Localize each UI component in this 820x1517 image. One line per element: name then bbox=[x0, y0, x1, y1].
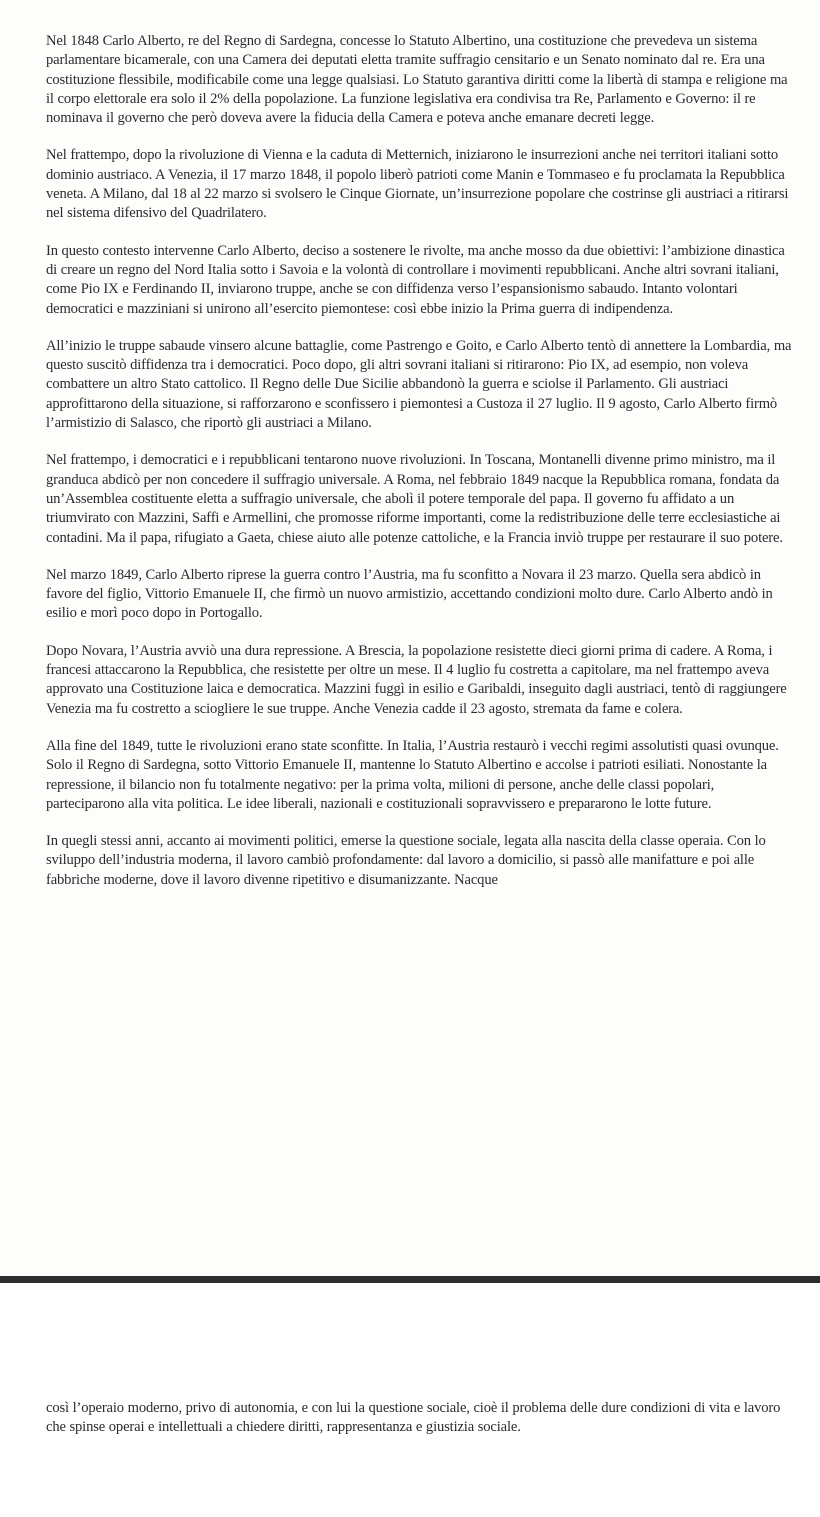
paragraph-continuation: così l’operaio moderno, privo di autonomia, e con lui la questione sociale, cioè il problema delle dure condizioni di vita e lavoro che spinse operai e intellettuali a chiedere diritti, rappresentanza e giustizia sociale. bbox=[46, 1400, 781, 1436]
paragraph-fine-1849: Alla fine del 1849, tutte le rivoluzioni erano state sconfitte. In Italia, l’Austria restaurò i vecchi regimi assolutisti quasi ovunque. Solo il Regno di Sardegna, sotto Vittorio Emanuele II, mantenne lo Statuto Albertino e accolse i patrioti esiliati. Nonostante la repressione, il bilancio non fu totalmente negativo: per la prima volta, milioni di persone, anche delle classi popolari, parteciparono alla vita politica. Le idee liberali, nazionali e costituzionali sopravvissero e prepararono le lotte future. bbox=[46, 737, 779, 812]
paragraph-insurrezioni: Nel frattempo, dopo la rivoluzione di Vienna e la caduta di Metternich, iniziarono le insurrezioni anche nei territori italiani sotto dominio austriaco. A Venezia, il 17 marzo 1848, il popolo liberò patrioti come Manin e Tommaseo e fu proclamata la Repubblica veneta. A Milano, dal 18 al 22 marzo si svolsero le Cinque Giornate, un’insurrezione popolare che costrinse gli austriaci a ritirarsi nel sistema difensivo del Quadrilatero. bbox=[46, 147, 789, 222]
paragraph-carlo-alberto: In questo contesto intervenne Carlo Alberto, deciso a sostenere le rivolte, ma anche mosso da due obiettivi: l’ambizione dinastica di creare un regno del Nord Italia sotto i Savoia e la volontà di controllare i movimenti repubblicani. Anche altri sovrani italiani, come Pio IX e Ferdinando II, inviarono truppe, anche se con diffidenza verso l’espansionismo sabaudo. Intanto volontari democratici e mazziniani si unirono all’esercito piemontese: così ebbe inizio la Prima guerra di indipendenza. bbox=[46, 242, 785, 317]
document-body bbox=[46, 32, 796, 908]
paragraph-questione-sociale: In quegli stessi anni, accanto ai movimenti politici, emerse la questione sociale, legata alla nascita della classe operaia. Con lo sviluppo dell’industria moderna, il lavoro cambiò profondamente: dal lavoro a domicilio, si passò alle manifatture e poi alle fabbriche moderne, dove il lavoro divenne ripetitivo e disumanizzante. Nacque bbox=[46, 833, 766, 888]
paragraph-repubblica-romana: Nel frattempo, i democratici e i repubblicani tentarono nuove rivoluzioni. In Toscana, Montanelli divenne primo ministro, ma il granduca abdicò per non concedere il suffragio universale. A Roma, nel febbraio 1849 nacque la Repubblica romana, fondata da un’Assemblea costituente eletta a suffragio universale, che abolì il potere temporale del papa. Il governo fu affidato a un triumvirato con Mazzini, Saffi e Armellini, che promosse riforme importanti, come la redistribuzione delle terre ecclesiastiche ai contadini. Ma il papa, rifugiato a Gaeta, chiese aiuto alle potenze cattoliche, e la Francia inviò truppe per restaurare il suo potere. bbox=[46, 452, 783, 546]
paragraph-battaglie: All’inizio le truppe sabaude vinsero alcune battaglie, come Pastrengo e Goito, e Carlo Alberto tentò di annettere la Lombardia, ma questo suscitò diffidenza tra i democratici. Poco dopo, gli altri sovrani italiani si ritirarono: Pio IX, ad esempio, non voleva combattere un altro Stato cattolico. Il Regno delle Due Sicilie abbandonò la guerra e sciolse il Parlamento. Gli austriaci approfittarono della situazione, si rafforzarono e sconfissero i piemontesi a Custoza il 27 luglio. Il 9 agosto, Carlo Alberto firmò l’armistizio di Salasco, che riportò gli austriaci a Milano. bbox=[46, 337, 792, 432]
paragraph-repressione: Dopo Novara, l’Austria avviò una dura repressione. A Brescia, la popolazione resistette dieci giorni prima di cadere. A Roma, i francesi attaccarono la Repubblica, che resistette per oltre un mese. Il 4 luglio fu costretta a capitolare, ma nel frattempo aveva approvato una Costituzione laica e democratica. Mazzini fuggì in esilio e Garibaldi, inseguito dagli austriaci, tentò di raggiungere Venezia ma fu costretto a sciogliere le sue truppe. Anche Venezia cadde il 23 agosto, stremata da fame e colera. bbox=[46, 642, 787, 717]
page-break-divider bbox=[0, 1276, 820, 1283]
document-continuation bbox=[46, 1399, 796, 1456]
paragraph-statuto-albertino: Nel 1848 Carlo Alberto, re del Regno di Sardegna, concesse lo Statuto Albertino, una costituzione che prevedeva un sistema parlamentare bicamerale, con una Camera dei deputati eletta tramite suffragio censitario e un Senato nominato dal re. Era una costituzione flessibile, modificabile come una legge qualsiasi. Lo Statuto garantiva diritti come la libertà di stampa e religione ma il corpo elettorale era solo il 2% della popolazione. La funzione legislativa era condivisa tra Re, Parlamento e Governo: il re nominava il governo che però doveva avere la fiducia della Camera e poteva anche emanare decreti legge. bbox=[46, 33, 788, 127]
paragraph-novara: Nel marzo 1849, Carlo Alberto riprese la guerra contro l’Austria, ma fu sconfitto a Novara il 23 marzo. Quella sera abdicò in favore del figlio, Vittorio Emanuele II, che firmò un nuovo armistizio, accettando condizioni molto dure. Carlo Alberto andò in esilio e morì poco dopo in Portogallo. bbox=[46, 566, 773, 622]
